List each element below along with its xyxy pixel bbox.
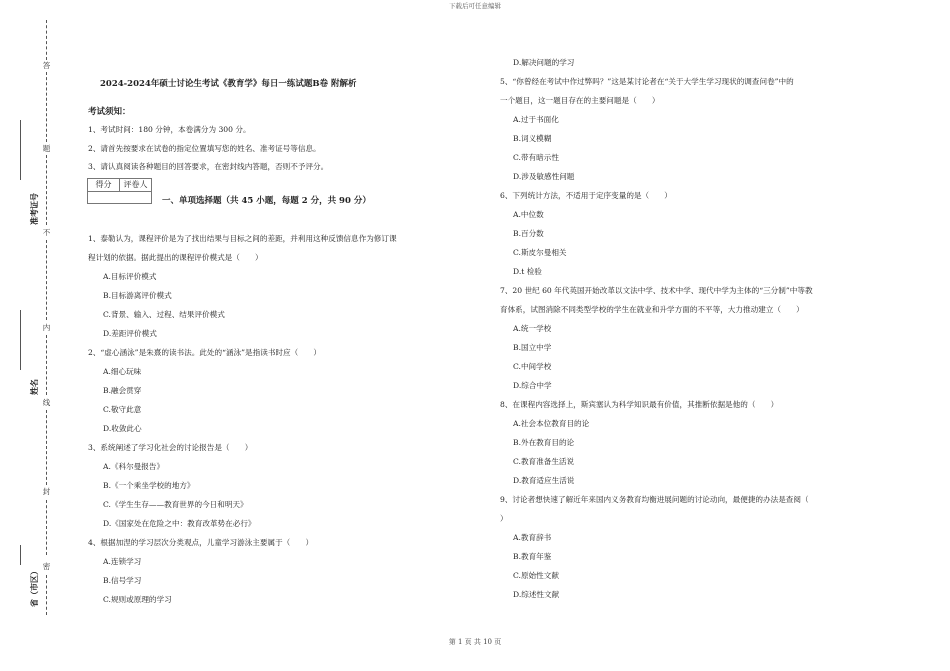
answer-option: D.差距评价模式 [103,329,157,338]
answer-option: C.斯皮尔曼相关 [513,248,567,257]
answer-option: D.综述性文献 [513,590,560,599]
answer-option: A.细心玩味 [103,367,142,376]
answer-option: B.外在教育目的论 [513,438,575,447]
answer-option: D.综合中学 [513,381,552,390]
answer-option: D.教育适应生活说 [513,476,575,485]
margin-mark: 线 [42,398,51,407]
answer-option: B.百分数 [513,229,544,238]
exam-number-label: 准考证号 [29,193,39,225]
question-text: 2、“虚心涵泳”是朱熹的读书法。此处的“涵泳”是指读书时应（ ） [88,348,321,357]
answer-option: D.t 检验 [513,267,542,276]
binding-margin [0,0,75,671]
margin-mark: 答 [42,61,51,70]
question-text: 7、20 世纪 60 年代英国开始改革以文法中学、技术中学、现代中学为主体的“三分制”中等教 [500,286,813,295]
seal-dash-line [46,575,47,615]
notice-line: 1、考试时间：180 分钟，本卷满分为 300 分。 [88,125,251,134]
answer-option: B.国立中学 [513,343,552,352]
field-underline [20,310,21,370]
answer-option: C.中间学校 [513,362,552,371]
page-number: 第 1 页 共 10 页 [448,638,502,646]
answer-option: A.统一学校 [513,324,552,333]
seal-dash-line [46,72,47,142]
margin-mark: 密 [42,562,51,571]
score-table [87,178,152,204]
exam-title: 2024-2024年硕士讨论生考试《教育学》每日一练试题B卷 附解析 [100,79,357,89]
answer-option: C.带有暗示性 [513,153,559,162]
answer-option: C.背景、输入、过程、结果评价模式 [103,310,225,319]
answer-option: A.中位数 [513,210,544,219]
margin-mark: 题 [42,144,51,153]
answer-option: C.规则或原理的学习 [103,595,172,604]
question-text: 9、讨论者想快速了解近年来国内义务教育均衡进展问题的讨论动向，最便捷的办法是查阅（ [500,495,809,504]
answer-option: A.社会本位教育目的论 [513,419,590,428]
question-text: 育体系，试图消除不同类型学校的学生在就业和升学方面的不平等，大力推动建立（ ） [500,305,804,314]
field-underline [20,545,21,565]
answer-option: A.《科尔曼报告》 [103,462,165,471]
answer-option: C.敬守此意 [103,405,142,414]
answer-option: A.连锁学习 [103,557,142,566]
notice-heading: 考试须知： [88,107,131,117]
answer-option: C.《学生生存——教育世界的今日和明天》 [103,500,248,509]
notice-line: 3、请认真阅读各种题目的回答要求，在密封线内答题，否则不予评分。 [88,162,329,171]
name-label: 姓名 [29,379,39,395]
question-text: 一个题目，这一题目存在的主要问题是（ ） [500,96,660,105]
question-text: 4、根据加涅的学习层次分类观点，儿童学习游泳主要属于（ ） [88,538,314,547]
answer-option: B.《一个乘坐学校的地方》 [103,481,195,490]
question-text: ） [500,514,508,523]
seal-dash-line [46,410,47,485]
grader-header: 评卷人 [120,179,151,192]
seal-dash-line [46,500,47,555]
notice-line: 2、请首先按要求在试卷的指定位置填写您的姓名、准考证号等信息。 [88,144,321,153]
section-heading: 一、单项选择题（共 45 小题，每题 2 分，共 90 分） [162,196,371,206]
answer-option: D.涉及敏感性问题 [513,172,575,181]
question-text: 5、“你曾经在考试中作过弊吗？”这是某讨论者在“关于大学生学习现状的调查问卷”中的 [500,77,794,86]
question-text: 8、在课程内容选择上，斯宾塞认为科学知识最有价值，其推断依据是他的（ ） [500,400,779,409]
seal-dash-line [46,20,47,60]
answer-option: A.过于书面化 [513,115,559,124]
answer-option: C.原始性文献 [513,571,559,580]
answer-option: A.教育辞书 [513,533,552,542]
answer-option: B.融会贯穿 [103,386,142,395]
margin-mark: 内 [42,323,51,332]
seal-dash-line [46,240,47,320]
question-text: 程计划的依据。据此提出的课程评价模式是（ ） [88,253,263,262]
answer-option: B.目标游离评价模式 [103,291,172,300]
question-text: 6、下列统计方法，不适用于定序变量的是（ ） [500,191,672,200]
question-text: 3、系统阐述了学习化社会的讨论报告是（ ） [88,443,253,452]
answer-option: A.目标评价模式 [103,272,157,281]
seal-dash-line [46,155,47,225]
score-header: 得分 [88,179,120,192]
question-text: 1、泰勒认为，课程评价是为了找出结果与目标之间的差距，并利用这种反馈信息作为修订课 [88,234,397,243]
field-underline [20,120,21,180]
answer-option: B.信号学习 [103,576,142,585]
margin-mark: 封 [42,487,51,496]
answer-option: D.《国家处在危险之中：教育改革势在必行》 [103,519,256,528]
header-note: 下载后可任意编辑 [449,2,501,10]
answer-option: C.教育准备生活说 [513,457,575,466]
answer-option: D.解决问题的学习 [513,58,575,67]
seal-dash-line [46,335,47,395]
answer-option: D.收敛此心 [103,424,142,433]
margin-mark: 不 [42,228,51,237]
answer-option: B.教育年鉴 [513,552,552,561]
province-label: 省（市区） [29,567,39,607]
answer-option: B.词义模糊 [513,134,552,143]
